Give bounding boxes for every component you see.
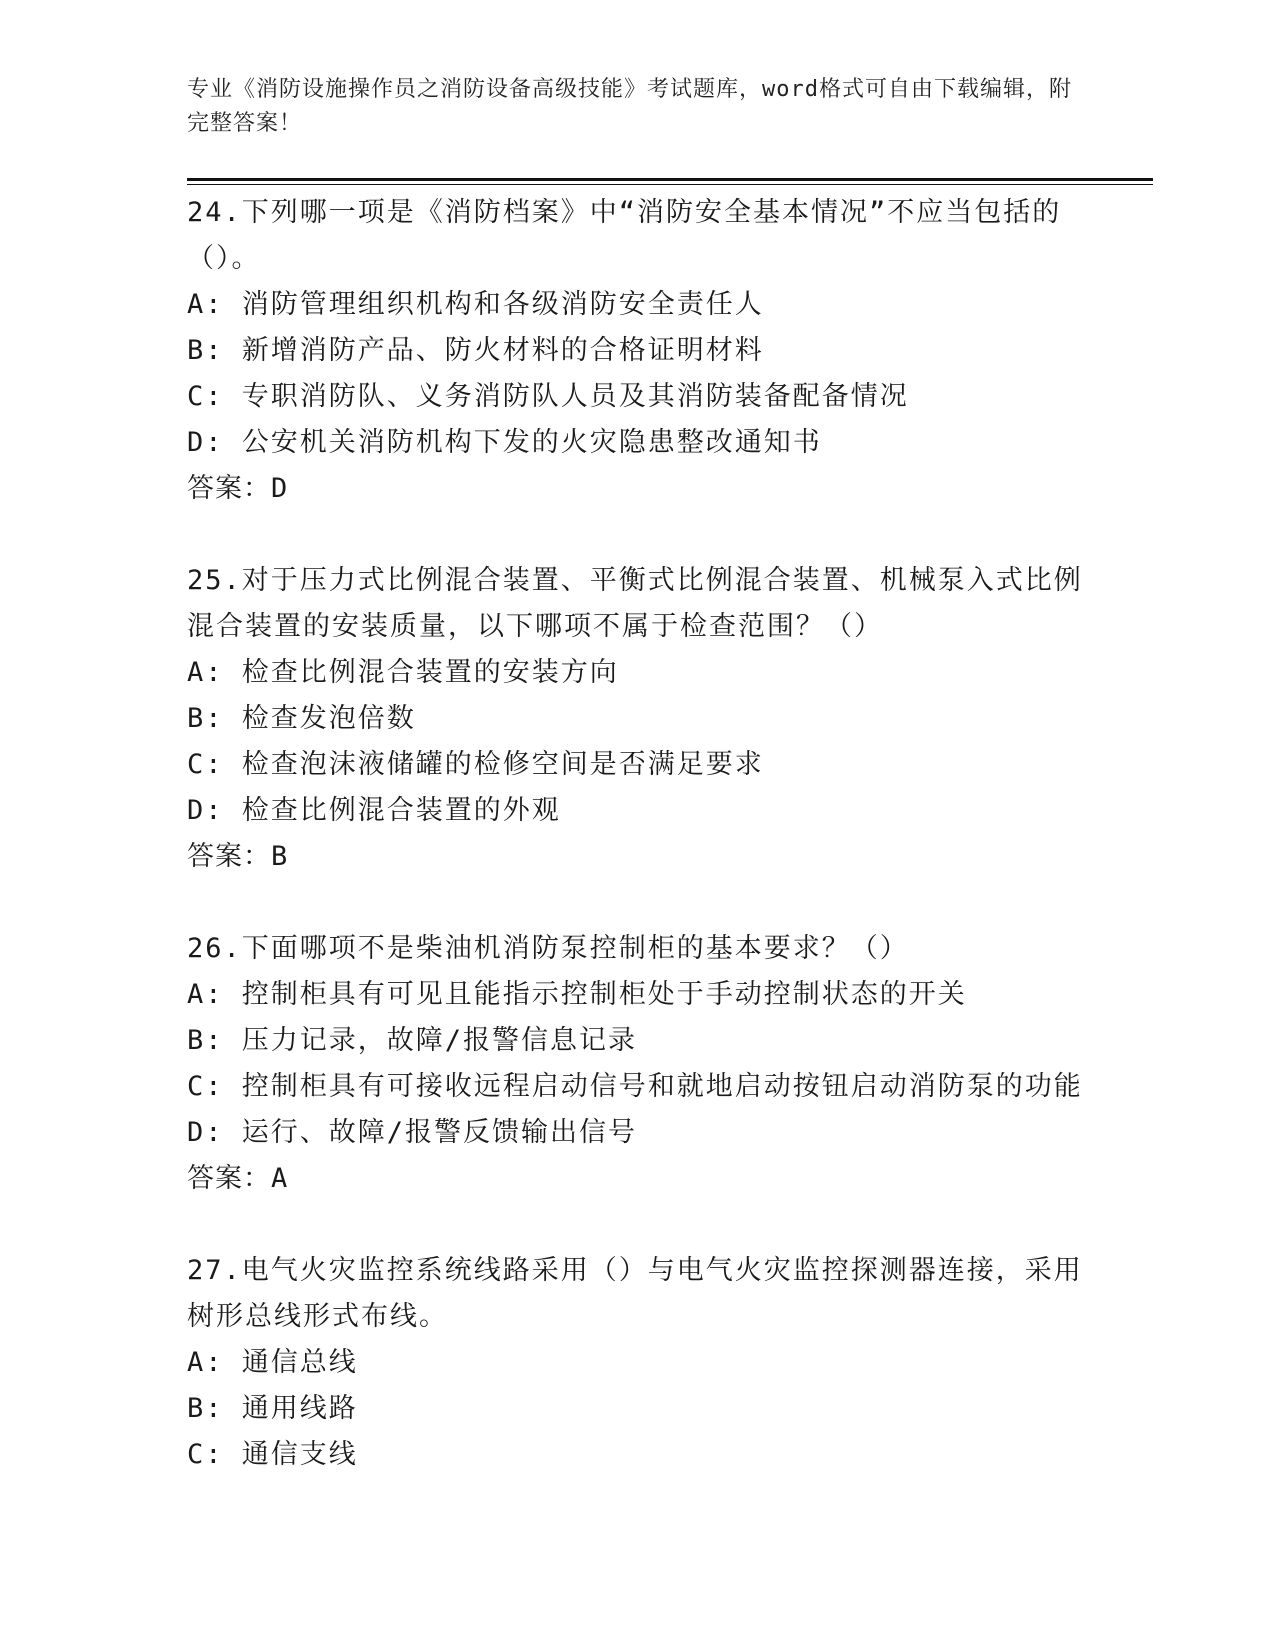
option-c: C: 通信支线 bbox=[187, 1439, 358, 1470]
question-stem: 27.电气火灾监控系统线路采用（）与电气火灾监控探测器连接，采用树形总线形式布线。 bbox=[187, 1255, 1083, 1332]
question-24 bbox=[187, 190, 1087, 512]
header-divider-thin bbox=[187, 184, 1153, 185]
answer-line: 答案：D bbox=[187, 473, 289, 504]
question-stem: 25.对于压力式比例混合装置、平衡式比例混合装置、机械泵入式比例混合装置的安装质量，以下哪项不属于检查范围？（） bbox=[187, 565, 1083, 642]
option-d: D: 运行、故障/报警反馈输出信号 bbox=[187, 1117, 638, 1148]
question-spacer bbox=[187, 1202, 1087, 1248]
header-divider-thick bbox=[187, 178, 1153, 181]
option-a: A: 检查比例混合装置的安装方向 bbox=[187, 657, 619, 688]
option-b: B: 通用线路 bbox=[187, 1393, 358, 1424]
option-b: B: 压力记录，故障/报警信息记录 bbox=[187, 1025, 638, 1056]
question-stem: 26.下面哪项不是柴油机消防泵控制柜的基本要求？（） bbox=[187, 933, 909, 964]
option-c: C: 专职消防队、义务消防队人员及其消防装备配备情况 bbox=[187, 381, 909, 412]
question-spacer bbox=[187, 512, 1087, 558]
option-c: C: 检查泡沫液储罐的检修空间是否满足要求 bbox=[187, 749, 764, 780]
option-a: A: 消防管理组织机构和各级消防安全责任人 bbox=[187, 289, 764, 320]
question-list bbox=[187, 190, 1087, 1478]
answer-line: 答案：A bbox=[187, 1163, 289, 1194]
question-27 bbox=[187, 1248, 1087, 1478]
question-26 bbox=[187, 926, 1087, 1202]
question-spacer bbox=[187, 880, 1087, 926]
option-b: B: 新增消防产品、防火材料的合格证明材料 bbox=[187, 335, 764, 366]
option-a: A: 通信总线 bbox=[187, 1347, 358, 1378]
option-c: C: 控制柜具有可接收远程启动信号和就地启动按钮启动消防泵的功能 bbox=[187, 1071, 1083, 1102]
option-a: A: 控制柜具有可见且能指示控制柜处于手动控制状态的开关 bbox=[187, 979, 967, 1010]
option-d: D: 检查比例混合装置的外观 bbox=[187, 795, 561, 826]
question-25 bbox=[187, 558, 1087, 880]
option-b: B: 检查发泡倍数 bbox=[187, 703, 416, 734]
option-d: D: 公安机关消防机构下发的火灾隐患整改通知书 bbox=[187, 427, 822, 458]
document-header: 专业《消防设施操作员之消防设备高级技能》考试题库，word格式可自由下载编辑，附完整答案！ bbox=[187, 77, 1072, 136]
answer-line: 答案：B bbox=[187, 841, 289, 872]
question-stem: 24.下列哪一项是《消防档案》中“消防安全基本情况”不应当包括的（）。 bbox=[187, 197, 1062, 274]
